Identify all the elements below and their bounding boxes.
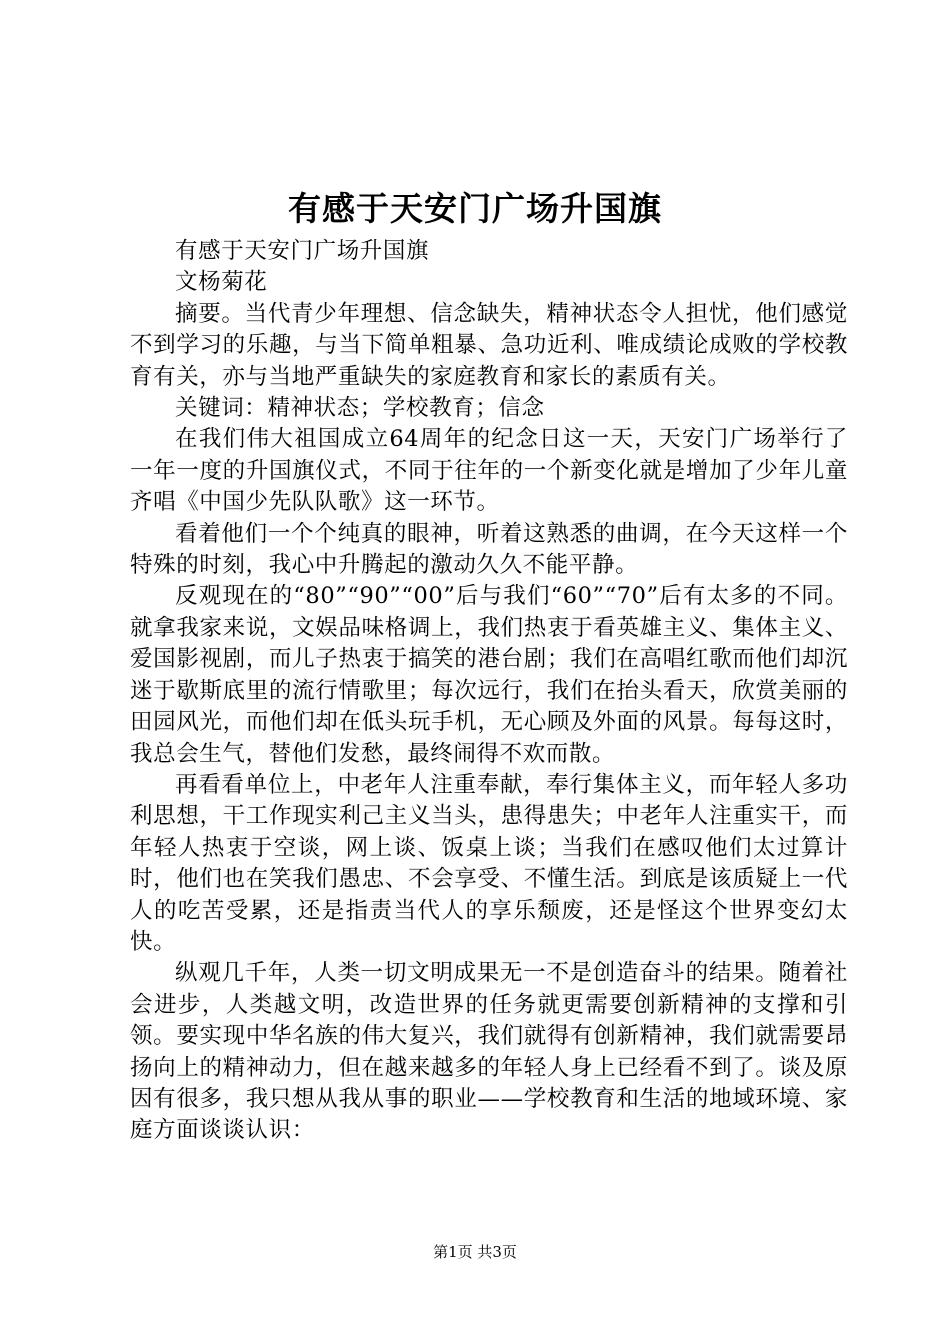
document-body <box>130 236 848 1147</box>
paragraph-subtitle: 有感于天安门广场升国旗 <box>175 238 430 264</box>
paragraph: 在我们伟大祖国成立64周年的纪念日这一天，天安门广场举行了一年一度的升国旗仪式，不同于往年的一个新变化就是增加了少年儿童齐唱《中国少先队队歌》这一环节。 <box>130 426 848 516</box>
paragraph: 反观现在的“80”“90”“00”后与我们“60”“70”后有太多的不同。就拿我家来说，文娱品味格调上，我们热衷于看英雄主义、集体主义、爱国影视剧，而儿子热衷于搞笑的港台剧；我们在高唱红歌而他们却沉迷于歇斯底里的流行情歌里；每次远行，我们在抬头看天，欣赏美丽的田园风光，而他们却在低头玩手机，无心顾及外面的风景。每每这时，我总会生气，替他们发愁，最终闹得不欢而散。 <box>130 583 848 767</box>
paragraph-abstract: 摘要。当代青少年理想、信念缺失，精神状态令人担忧，他们感觉不到学习的乐趣，与当下简单粗暴、急功近利、唯成绩论成败的学校教育有关，亦与当地严重缺失的家庭教育和家长的素质有关。 <box>130 300 848 390</box>
paragraph: 看着他们一个个纯真的眼神，听着这熟悉的曲调，在今天这样一个特殊的时刻，我心中升腾起的激动久久不能平静。 <box>130 520 848 579</box>
paragraph-author: 文杨菊花 <box>175 269 268 296</box>
page-footer: 第1页 共3页 <box>433 1243 517 1261</box>
paragraph: 再看看单位上，中老年人注重奉献，奉行集体主义，而年轻人多功利思想，干工作现实利己主义当头，患得患失；中老年人注重实干，而年轻人热衷于空谈，网上谈、饭桌上谈；当我们在感叹他们太过算计时，他们也在笑我们愚忠、不会享受、不懂生活。到底是该质疑上一代人的吃苦受累，还是指责当代人的享乐颓废，还是怪这个世界变幻太快。 <box>130 771 848 955</box>
paragraph-keywords: 关键词：精神状态；学校教育；信念 <box>175 395 545 422</box>
document-title: 有感于天安门广场升国旗 <box>288 189 662 228</box>
paragraph: 纵观几千年，人类一切文明成果无一不是创造奋斗的结果。随着社会进步，人类越文明，改造世界的任务就更需要创新精神的支撑和引领。要实现中华名族的伟大复兴，我们就得有创新精神，我们就需要昂扬向上的精神动力，但在越来越多的年轻人身上已经看不到了。谈及原因有很多，我只想从我从事的职业——学校教育和生活的地域环境、家庭方面谈谈认识： <box>130 960 848 1144</box>
